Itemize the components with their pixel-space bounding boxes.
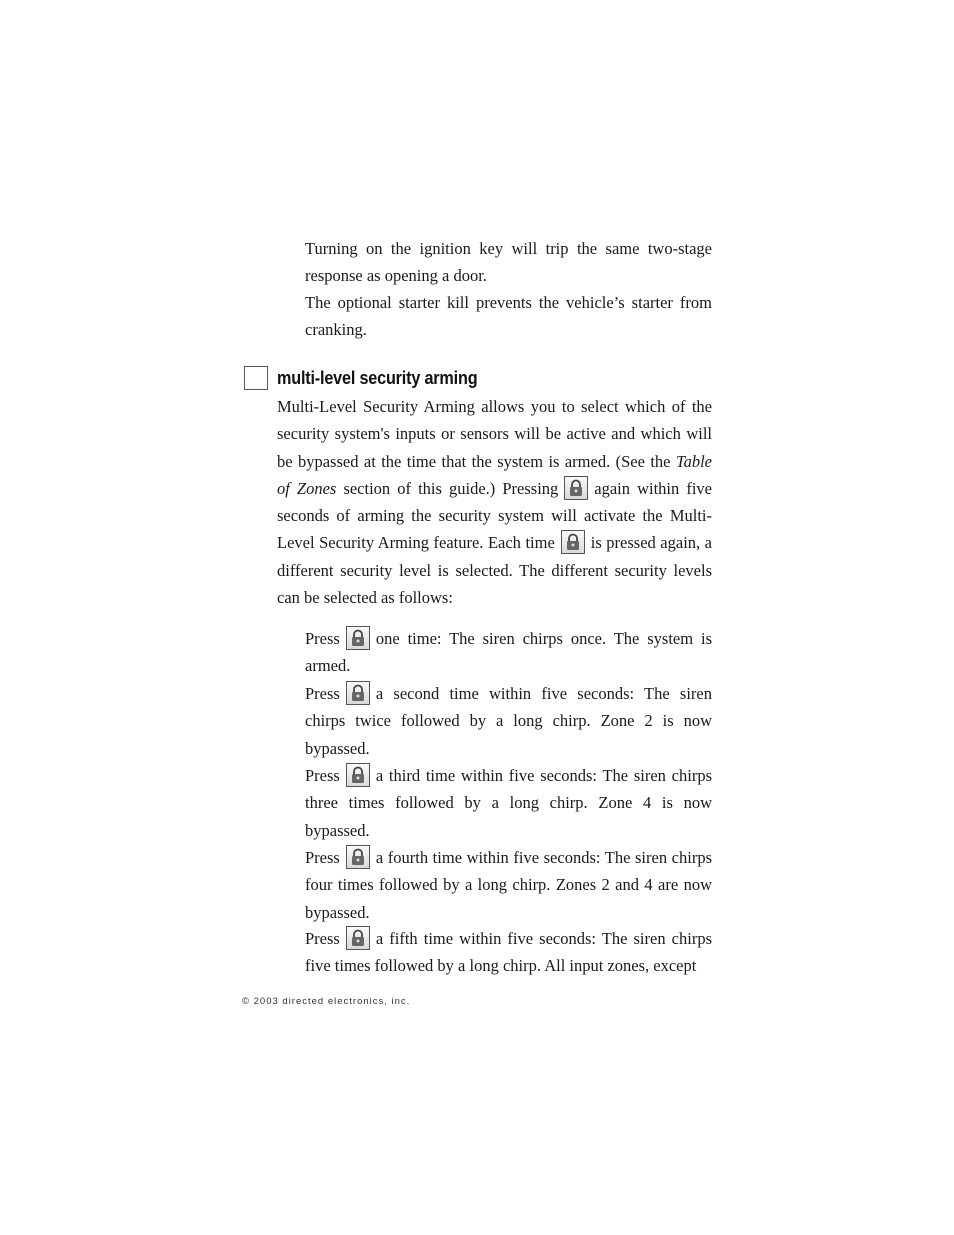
section-body [277, 393, 712, 611]
section-checkbox[interactable] [244, 366, 268, 390]
level-item [305, 680, 712, 762]
press-word: Press [305, 629, 340, 648]
level-item [305, 762, 712, 844]
level-text: a fifth time within five seconds: The siren chirps five times followed by a long chirp. All input zones, except [305, 929, 712, 976]
lock-icon [564, 476, 588, 500]
body-text-1: Multi-Level Security Arming allows you to select which of the security system's inputs or sensors will be active and which will be bypassed at the time that the system is armed. (See the [277, 397, 712, 471]
level-text: one time: The siren chirps once. The system is armed. [305, 629, 712, 676]
lock-icon [346, 845, 370, 869]
press-word: Press [305, 684, 340, 703]
press-word: Press [305, 848, 340, 867]
body-text-4: is pressed again, a different security level is selected. The different security levels can be selected as follows: [277, 533, 713, 608]
level-item [305, 625, 712, 680]
level-item [305, 844, 712, 926]
level-text: a fourth time within five seconds: The siren chirps four times followed by a long chirp. Zones 2 and 4 are now bypassed. [305, 848, 712, 922]
lock-icon [346, 626, 370, 650]
press-word: Press [305, 929, 340, 948]
lock-icon [346, 926, 370, 950]
press-word: Press [305, 766, 340, 785]
intro-paragraph-starter-kill: The optional starter kill prevents the vehicle’s starter from cranking. [305, 293, 712, 340]
level-text: a second time within five seconds: The siren chirps twice followed by a long chirp. Zone 2 is now bypassed. [305, 684, 712, 758]
lock-icon [346, 681, 370, 705]
section-heading: multi-level security arming [277, 368, 478, 388]
intro-paragraph-ignition: Turning on the ignition key will trip the same two-stage response as opening a door. [305, 239, 712, 286]
body-text-3: again within five seconds of arming the security system will activate the Multi-Level Security Arming feature. Each time [277, 478, 712, 553]
level-text: a third time within five seconds: The siren chirps three times followed by a long chirp. Zone 4 is now bypassed. [305, 766, 712, 840]
level-item [305, 925, 712, 980]
table-of-zones-reference: Table of Zones [277, 451, 713, 498]
lock-icon [561, 530, 585, 554]
body-text-2: section of this guide.) Pressing [343, 478, 559, 498]
lock-icon [346, 763, 370, 787]
copyright-footer: © 2003 directed electronics, inc. [242, 996, 411, 1007]
